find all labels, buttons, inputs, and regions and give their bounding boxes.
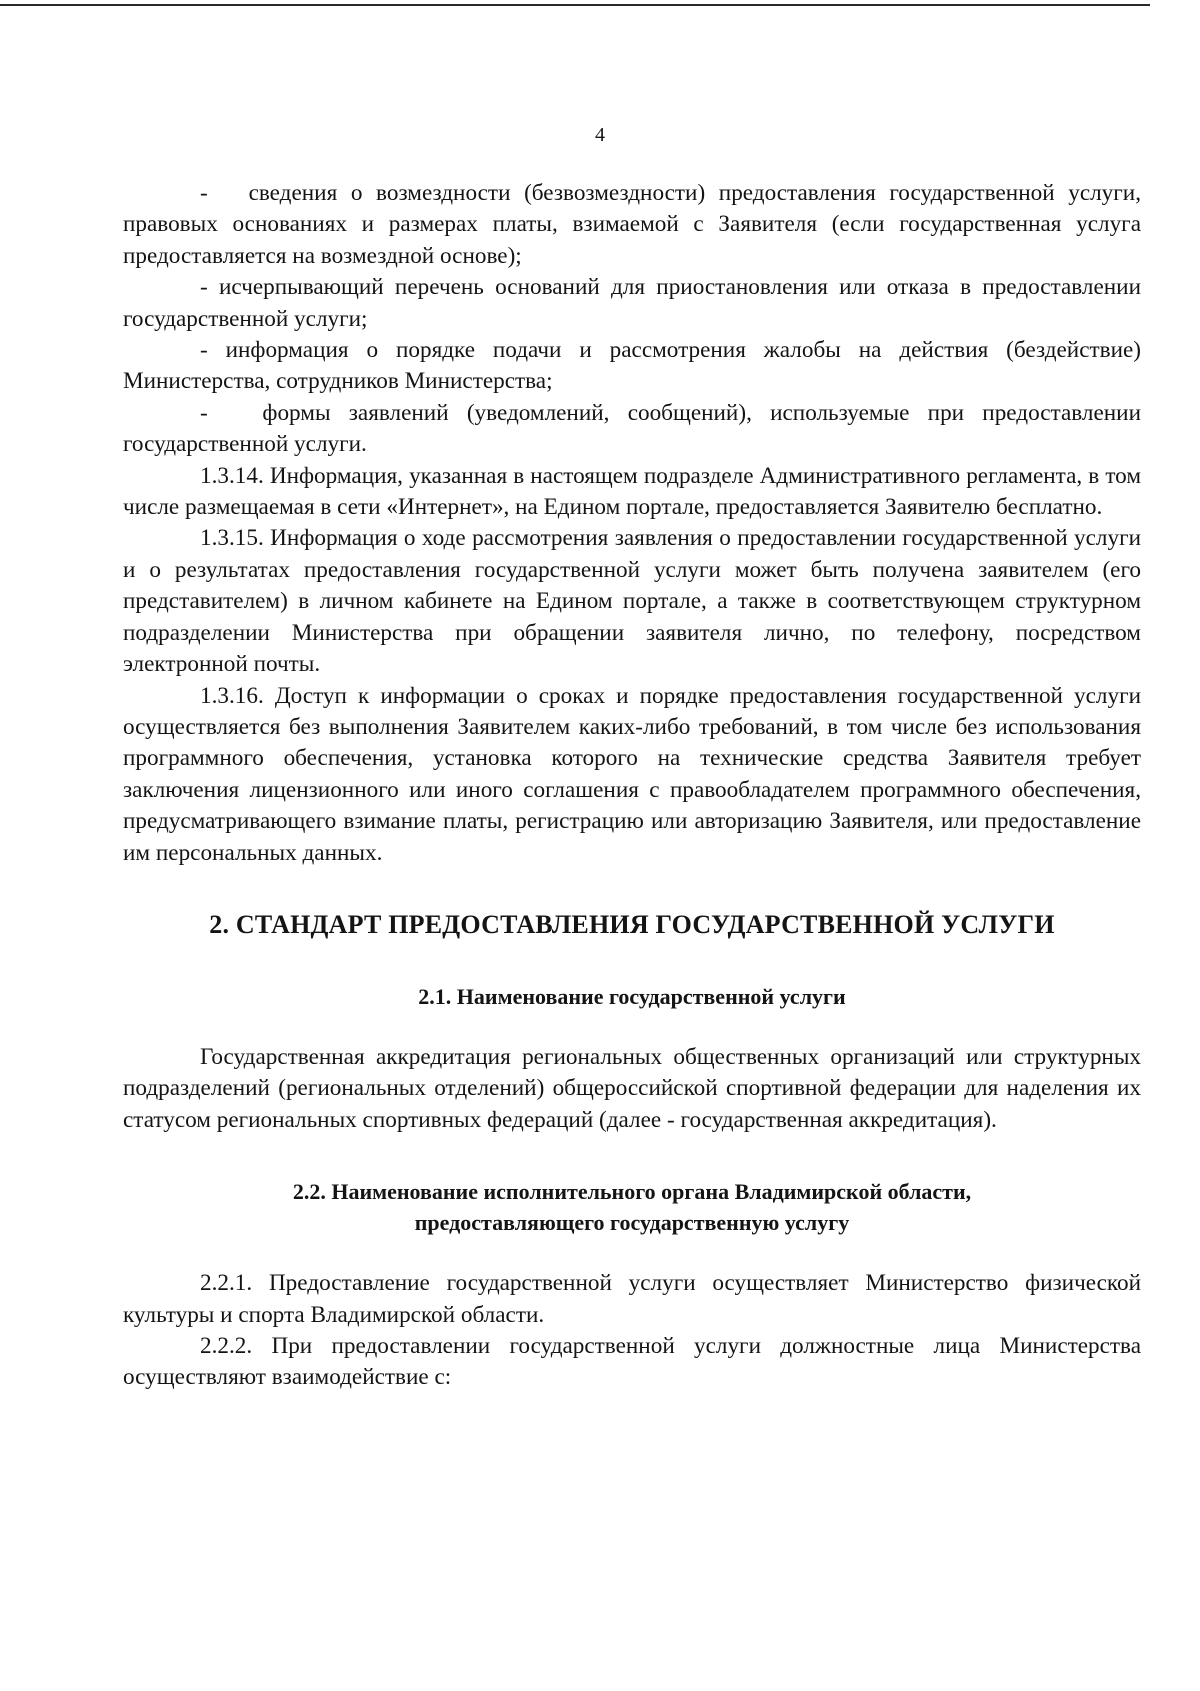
subsection-2-2-title (123, 1176, 1141, 1238)
paragraph-1-3-16: 1.3.16. Доступ к информации о сроках и порядке предоставления государственной услуги осуществляется без выполнения Заявителем каких-либо требований, в том числе без использования программного обеспечения, установка которого на технические средства Заявителя требует заключения лицензионного или иного соглашения с правообладателем программного обеспечения, предусматривающего взимание платы, регистрацию или авторизацию Заявителя, или предоставление им персональных данных. (123, 682, 1141, 866)
paragraph-payment-info: - сведения о возмездности (безвозмездности) предоставления государственной услуги, правовых основаниях и размерах платы, взимаемой с Заявителя (если государственная услуга предоставляется на возмездной основе); (123, 180, 1141, 269)
document-body (123, 178, 1141, 1394)
paragraph-2-1: Государственная аккредитация региональных общественных организаций или структурных подразделений (региональных отделений) общероссийской спортивной федерации для наделения их статусом региональных спортивных федераций (далее - государственная аккредитация). (123, 1043, 1141, 1133)
subsection-2-1-title: 2.1. Наименование государственной услуги (418, 983, 846, 1009)
paragraph-1-3-14: 1.3.14. Информация, указанная в настоящем подразделе Административного регламента, в том числе размещаемая в сети «Интернет», на Едином портале, предоставляется Заявителю бесплатно. (123, 462, 1141, 521)
paragraph-2-2-2: 2.2.2. При предоставлении государственной услуги должностные лица Министерства осуществляют взаимодействие с: (123, 1332, 1141, 1391)
page-number: 4 (595, 124, 605, 146)
paragraph-application-forms: - формы заявлений (уведомлений, сообщений), используемые при предоставлении государственной услуги. (123, 399, 1141, 458)
paragraph-refusal-grounds: - исчерпывающий перечень оснований для приостановления или отказа в предоставлении государственной услуги; (123, 274, 1141, 332)
subsection-2-2-title-line1: 2.2. Наименование исполнительного органа Владимирской области, (292, 1179, 972, 1205)
paragraph-complaint-procedure: - информация о порядке подачи и рассмотрения жалобы на действия (бездействие) Министерства, сотрудников Министерства; (123, 337, 1141, 395)
paragraph-1-3-15: 1.3.15. Информация о ходе рассмотрения заявления о предоставлении государственной услуги и о результатах предоставления государственной услуги может быть получена заявителем (его представителем) в личном кабинете на Едином портале, а также в соответствующем структурном подразделении Министерства при обращении заявителя лично, по телефону, посредством электронной почты. (123, 525, 1141, 678)
subsection-2-2-title-line2: предоставляющего государственную услугу (414, 1210, 850, 1236)
top-scan-rule (0, 4, 1150, 6)
section-2-title: 2. СТАНДАРТ ПРЕДОСТАВЛЕНИЯ ГОСУДАРСТВЕННОЙ УСЛУГИ (209, 909, 1055, 939)
paragraph-2-2-1: 2.2.1. Предоставление государственной услуги осуществляет Министерство физической культуры и спорта Владимирской области. (123, 1270, 1141, 1328)
